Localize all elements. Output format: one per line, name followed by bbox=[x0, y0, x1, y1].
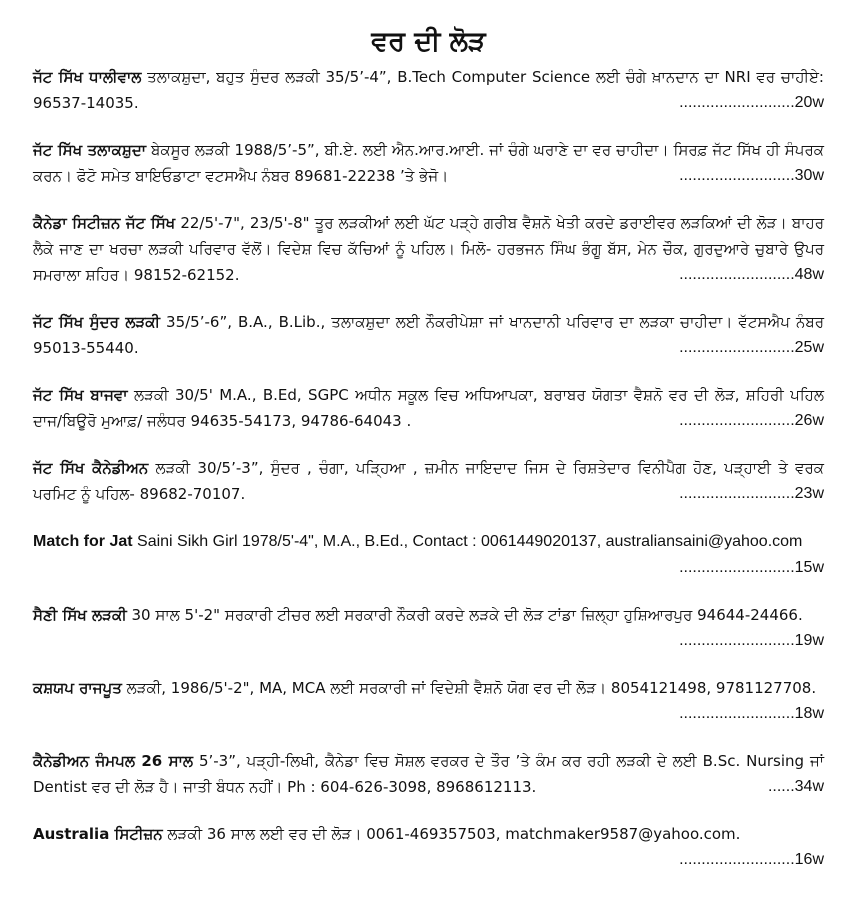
ad-leader-dots: .......................... bbox=[679, 266, 795, 283]
ad-code bbox=[679, 408, 824, 434]
ad-item bbox=[33, 528, 824, 581]
ad-item bbox=[33, 137, 824, 189]
ad-code bbox=[679, 701, 824, 727]
ad-code bbox=[679, 335, 824, 361]
ad-code-value: 34w bbox=[794, 778, 824, 795]
ad-leader-dots: .......................... bbox=[679, 412, 795, 429]
ad-text: ਲੜਕੀ 36 ਸਾਲ ਲਈ ਵਰ ਦੀ ਲੋੜ। 0061-469357503, matchmaker9587@yahoo.com. bbox=[162, 825, 741, 843]
ad-text: 35/5’-6”, B.A., B.Lib., ਤਲਾਕਸ਼ੁਦਾ ਲਈ ਨੌਕਰੀਪੇਸ਼ਾ ਜਾਂ ਖਾਨਦਾਨੀ ਪਰਿਵਾਰ ਦਾ ਲੜਕਾ ਚਾਹੀਦਾ। ਵੱਟਸਐਪ ਨੰਬਰ 95013-55440. bbox=[33, 313, 824, 357]
ad-code-value: 16w bbox=[794, 851, 824, 868]
ad-heading: ਜੱਟ ਸਿੱਖ ਸੁੰਦਰ ਲੜਕੀ bbox=[33, 313, 161, 331]
ad-code bbox=[679, 163, 824, 189]
ad-code-value: 30w bbox=[794, 167, 824, 184]
ad-leader-dots: .......................... bbox=[679, 167, 795, 184]
ad-code-value: 20w bbox=[794, 94, 824, 111]
ad-item bbox=[33, 675, 824, 727]
ad-code-value: 48w bbox=[794, 266, 824, 283]
ad-heading: ਜੱਟ ਸਿੱਖ ਕੈਨੇਡੀਅਨ bbox=[33, 459, 149, 477]
ad-code bbox=[679, 90, 824, 116]
ad-leader-dots: .......................... bbox=[679, 851, 795, 868]
ad-code bbox=[679, 628, 824, 654]
ad-heading: Match for Jat bbox=[33, 533, 133, 550]
ad-item bbox=[33, 309, 824, 361]
page-title: ਵਰ ਦੀ ਲੋੜ bbox=[371, 26, 486, 57]
ad-code-value: 23w bbox=[794, 485, 824, 502]
ad-code bbox=[679, 555, 824, 581]
ad-leader-dots: ...... bbox=[767, 778, 795, 795]
ad-text: ਲੜਕੀ, 1986/5'-2", MA, MCA ਲਈ ਸਰਕਾਰੀ ਜਾਂ ਵਿਦੇਸ਼ੀ ਵੈਸ਼ਨੋ ਯੋਗ ਵਰ ਦੀ ਲੋੜ। 8054121498, 9781127708. bbox=[121, 679, 817, 697]
ad-text: ਤਲਾਕਸ਼ੁਦਾ, ਬਹੁਤ ਸੁੰਦਰ ਲੜਕੀ 35/5’-4”, B.Tech Computer Science ਲਈ ਚੰਗੇ ਖ਼ਾਨਦਾਨ ਦਾ NRI ਵਰ ਚਾਹੀਏ: 96537-14035. bbox=[33, 68, 824, 112]
ad-heading: ਜੱਟ ਸਿੱਖ ਤਲਾਕਸ਼ੁਦਾ bbox=[33, 141, 147, 159]
ad-text: ਲੜਕੀ 30/5' M.A., B.Ed, SGPC ਅਧੀਨ ਸਕੂਲ ਵਿਚ ਅਧਿਆਪਕਾ, ਬਰਾਬਰ ਯੋਗਤਾ ਵੈਸ਼ਨੋ ਵਰ ਦੀ ਲੋੜ, ਸ਼ਹਿਰੀ ਪਹਿਲ ਦਾਜ/ਬਿਊਰੋ ਮੁਆਫ਼/ ਜਲੰਧਰ 94635-54173, 94786-64043 . bbox=[33, 386, 825, 430]
ad-item bbox=[33, 821, 824, 873]
ad-text: 30 ਸਾਲ 5'-2" ਸਰਕਾਰੀ ਟੀਚਰ ਲਈ ਸਰਕਾਰੀ ਨੌਕਰੀ ਕਰਦੇ ਲੜਕੇ ਦੀ ਲੋੜ ਟਾਂਡਾ ਜ਼ਿਲ੍ਹਾ ਹੁਸ਼ਿਆਰਪੁਰ 94644-24466. bbox=[126, 606, 803, 624]
ad-item bbox=[33, 64, 824, 116]
ad-leader-dots: .......................... bbox=[679, 339, 795, 356]
ad-item bbox=[33, 748, 824, 800]
ad-text: 22/5'-7", 23/5'-8" ਤੂਰ ਲੜਕੀਆਂ ਲਈ ਘੱਟ ਪੜ੍ਹੇ ਗਰੀਬ ਵੈਸ਼ਨੋ ਖੇਤੀ ਕਰਦੇ ਡਰਾਈਵਰ ਲੜਕਿਆਂ ਦੀ ਲੋੜ। ਬਾਹਰ ਲੈਕੇ ਜਾਣ ਦਾ ਖਰਚਾ ਲੜਕੀ ਪਰਿਵਾਰ ਵੱਲੋਂ। ਵਿਦੇਸ਼ ਵਿਚ ਕੱਚਿਆਂ ਨੂੰ ਪਹਿਲ। ਮਿਲੋ- ਹਰਭਜਨ ਸਿੰਘ ਭੰਗੂ ਬੱਸ, ਮੇਨ ਚੌਕ, ਗੁਰਦੁਆਰੇ ਚੁਬਾਰੇ ਉਪਰ ਸਮਰਾਲਾ ਸ਼ਹਿਰ। 98152-62152. bbox=[33, 214, 824, 284]
ad-code bbox=[679, 481, 824, 507]
ad-leader-dots: .......................... bbox=[679, 632, 795, 649]
ad-leader-dots: .......................... bbox=[679, 559, 795, 576]
ad-code bbox=[679, 262, 824, 288]
ad-heading: ਕਸ਼ਯਪ ਰਾਜਪੂਤ bbox=[33, 679, 122, 697]
ad-leader-dots: .......................... bbox=[679, 485, 795, 502]
ad-heading: ਕੈਨੇਡੀਅਨ ਜੰਮਪਲ 26 ਸਾਲ bbox=[33, 752, 194, 770]
ad-item bbox=[33, 382, 824, 434]
ad-heading: Australia ਸਿਟੀਜ਼ਨ bbox=[33, 825, 163, 843]
ad-text: 5’-3”, ਪੜ੍ਹੀ-ਲਿਖੀ, ਕੈਨੇਡਾ ਵਿਚ ਸੋਸ਼ਲ ਵਰਕਰ ਦੇ ਤੌਰ ’ਤੇ ਕੰਮ ਕਰ ਰਹੀ ਲੜਕੀ ਦੇ ਲਈ B.Sc. Nursing ਜਾਂ Dentist ਵਰ ਦੀ ਲੋੜ ਹੈ। ਜਾਤੀ ਬੰਧਨ ਨਹੀਂ। Ph : 604-626-3098, 8968612113. bbox=[33, 752, 824, 796]
ad-text: ਬੇਕਸੂਰ ਲੜਕੀ 1988/5’-5”, ਬੀ.ਏ. ਲਈ ਐਨ.ਆਰ.ਆਈ. ਜਾਂ ਚੰਗੇ ਘਰਾਣੇ ਦਾ ਵਰ ਚਾਹੀਦਾ। ਸਿਰਫ਼ ਜੱਟ ਸਿੱਖ ਹੀ ਸੰਪਰਕ ਕਰਨ। ਫੋਟੋ ਸਮੇਤ ਬਾਇਓਡਾਟਾ ਵਟਸਐਪ ਨੰਬਰ 89681-22238 ’ਤੇ ਭੇਜੋ। bbox=[33, 141, 825, 185]
ads-list bbox=[33, 64, 824, 873]
ad-heading: ਕੈਨੇਡਾ ਸਿਟੀਜ਼ਨ ਜੱਟ ਸਿੱਖ bbox=[33, 214, 176, 232]
ad-item bbox=[33, 455, 824, 507]
ad-code-value: 25w bbox=[794, 339, 824, 356]
ad-item bbox=[33, 602, 824, 654]
ad-code-value: 15w bbox=[794, 559, 824, 576]
ad-code-value: 19w bbox=[794, 632, 824, 649]
ad-leader-dots: .......................... bbox=[679, 705, 795, 722]
ad-code-value: 26w bbox=[794, 412, 824, 429]
ad-code bbox=[768, 774, 824, 800]
ad-leader-dots: .......................... bbox=[679, 94, 795, 111]
ad-code-value: 18w bbox=[794, 705, 824, 722]
ad-code bbox=[679, 847, 824, 873]
ad-text: ਲੜਕੀ 30/5’-3”, ਸੁੰਦਰ , ਚੰਗਾ, ਪੜ੍ਹਿਆ , ਜ਼ਮੀਨ ਜਾਇਦਾਦ ਜਿਸ ਦੇ ਰਿਸ਼ਤੇਦਾਰ ਵਿਨੀਪੈਗ ਹੋਣ, ਪੜ੍ਹਾਈ ਤੇ ਵਰਕ ਪਰਮਿਟ ਨੂੰ ਪਹਿਲ- 89682-70107. bbox=[33, 459, 824, 503]
ad-item bbox=[33, 210, 824, 288]
ad-heading: ਸੈਣੀ ਸਿੱਖ ਲੜਕੀ bbox=[33, 606, 127, 624]
ad-text: Saini Sikh Girl 1978/5'-4", M.A., B.Ed., Contact : 0061449020137, australiansaini@yahoo.com bbox=[132, 533, 803, 550]
ad-heading: ਜੱਟ ਸਿੱਖ ਧਾਲੀਵਾਲ bbox=[33, 68, 142, 86]
ad-heading: ਜੱਟ ਸਿੱਖ ਬਾਜਵਾ bbox=[33, 386, 128, 404]
